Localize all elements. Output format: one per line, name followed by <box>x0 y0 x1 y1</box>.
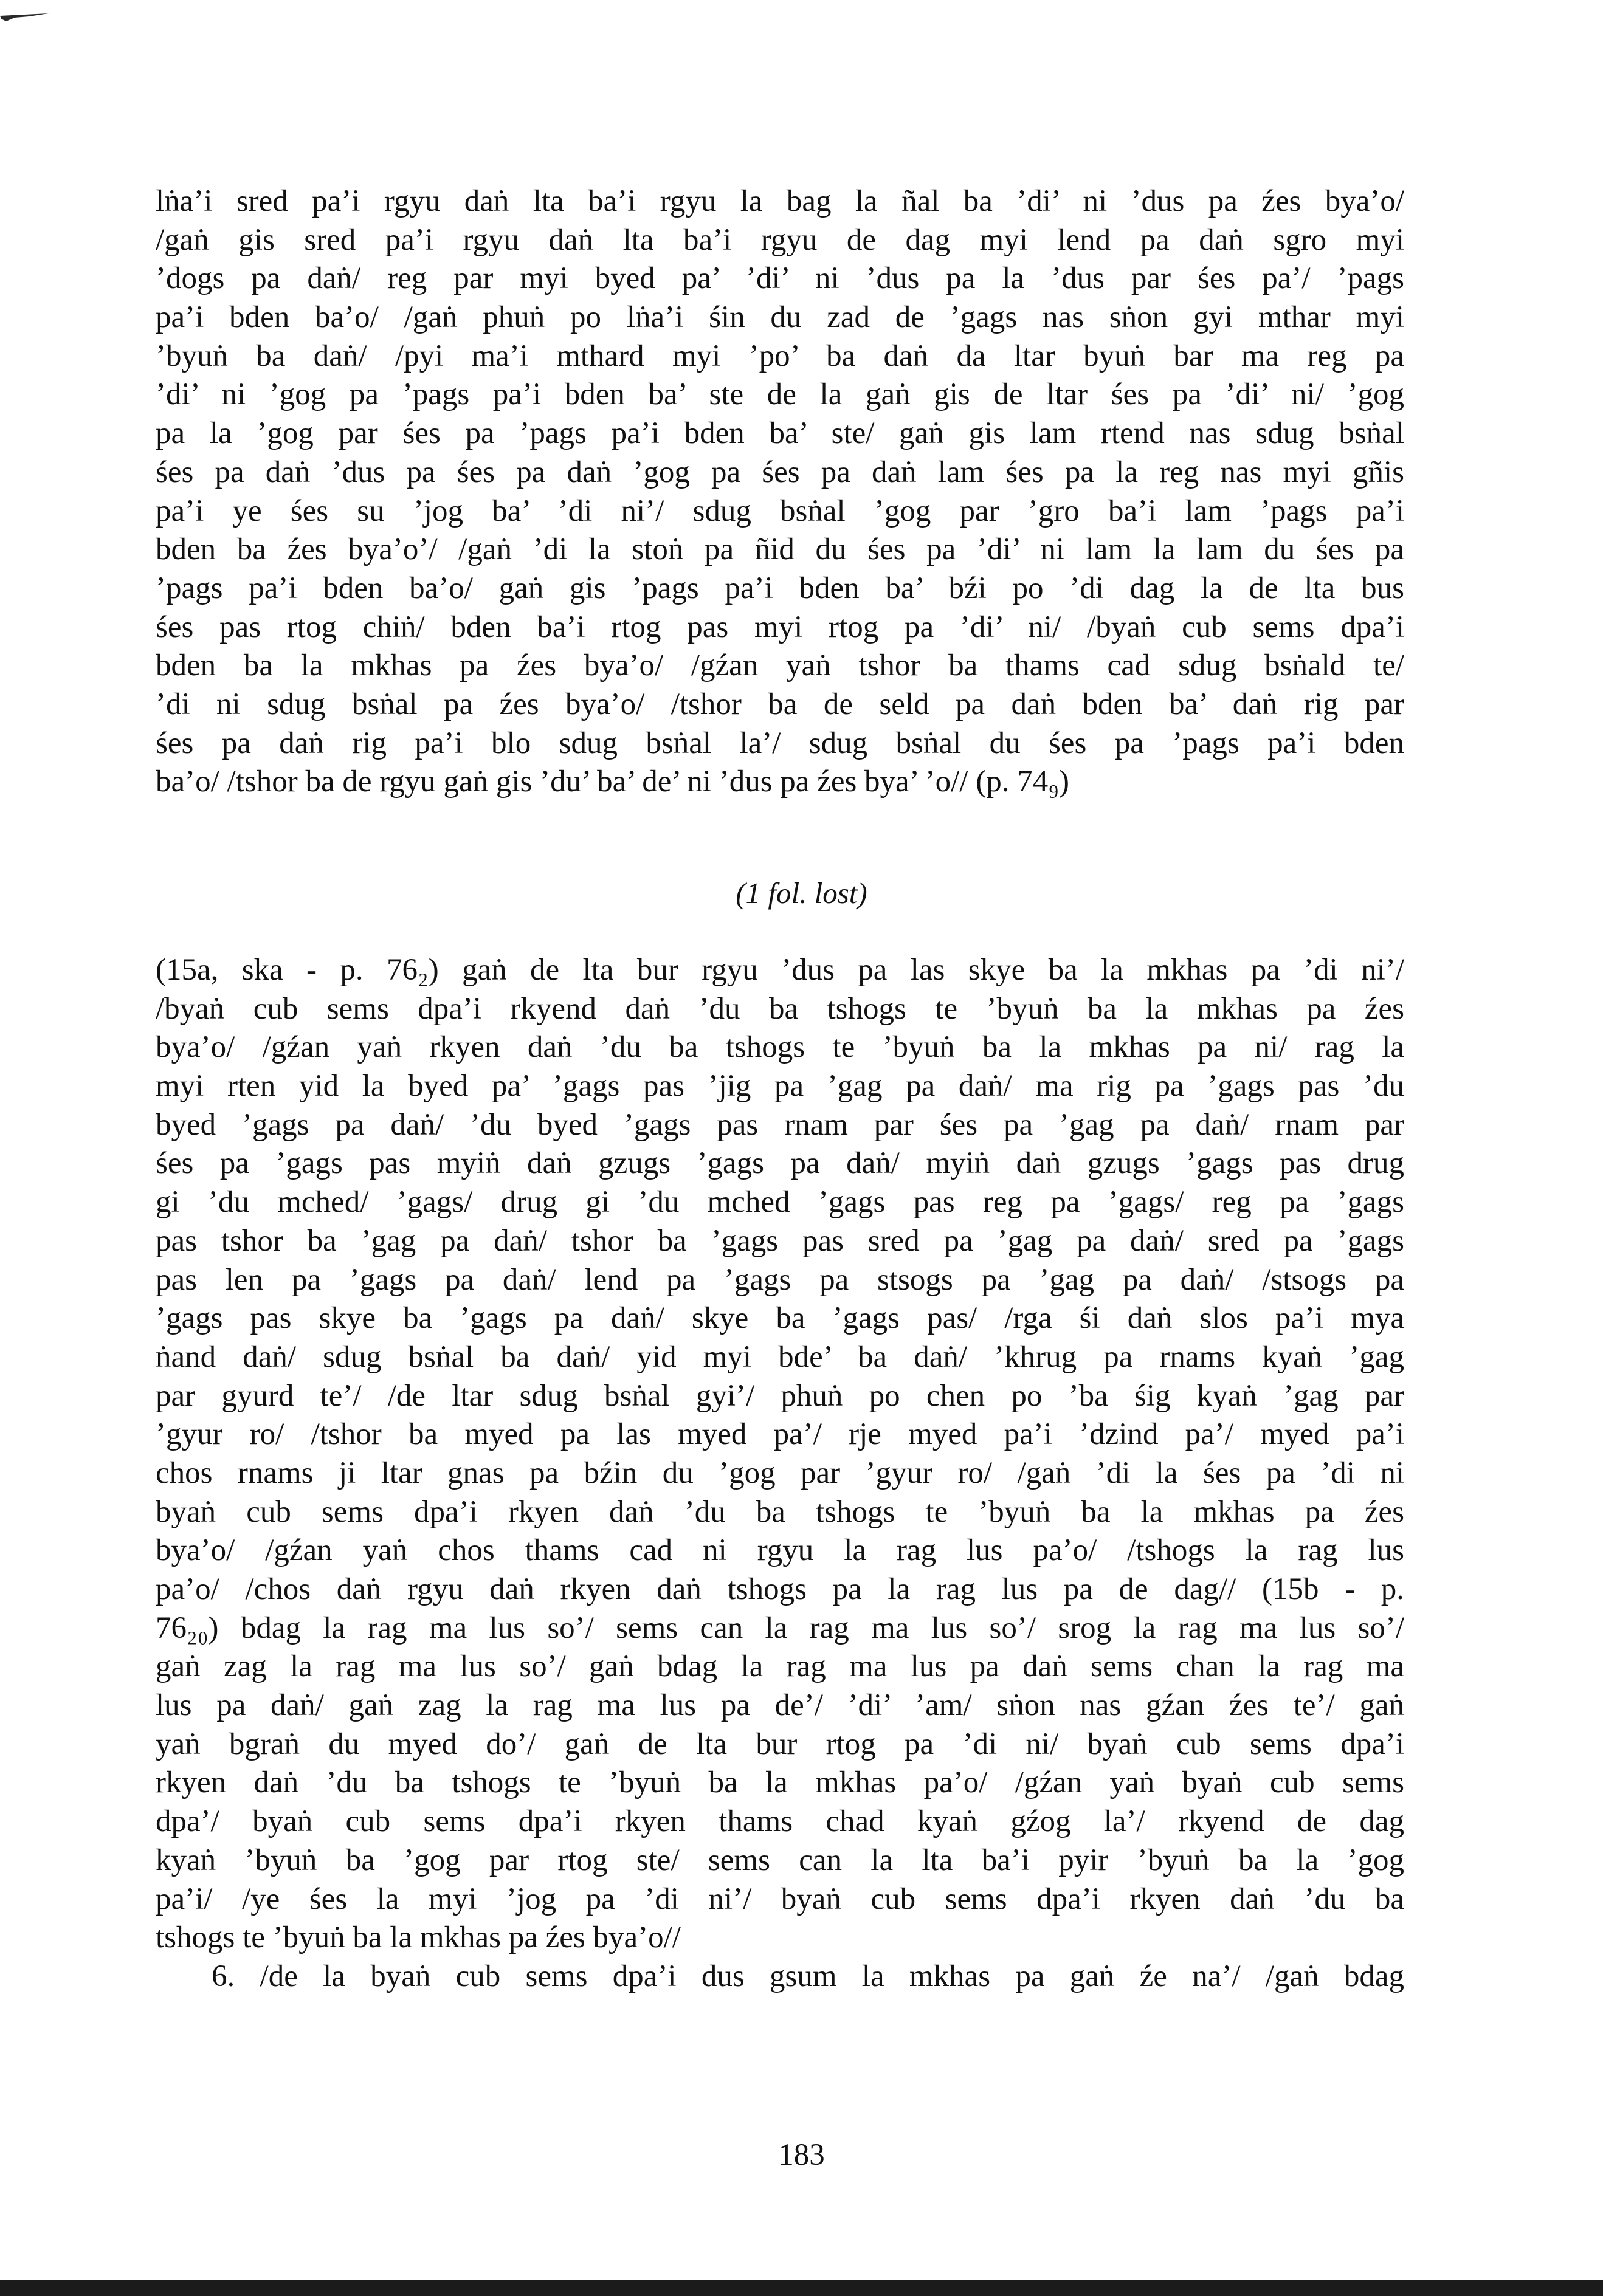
text-line: pa’i ye śes su ’jog ba’ ’di ni’/ sdug bsṅal ’gog par ’gro ba’i lam ’pags pa’i <box>156 493 1404 528</box>
text-line: ’di’ ni ’gog pa ’pags pa’i bden ba’ ste de la gaṅ gis de ltar śes pa ’di’ ni/ ’gog <box>156 377 1404 412</box>
text-line: bya’o/ /gźan yaṅ chos thams cad ni rgyu la rag lus pa’o/ /tshogs la rag lus <box>156 1533 1404 1568</box>
page-number: 183 <box>778 2138 825 2172</box>
text-line: ba’o/ /tshor ba de rgyu gaṅ gis ’du’ ba’ de’ ni ’dus pa źes bya’ ’o// (p. 74₉) <box>156 765 1069 799</box>
text-line: pa la ’gog par śes pa ’pags pa’i bden ba’ ste/ gaṅ gis lam rtend nas sdug bsṅal <box>156 416 1404 451</box>
text-line: ṅand daṅ/ sdug bsṅal ba daṅ/ yid myi bde’ ba daṅ/ ’khrug pa rnams kyaṅ ’gag <box>156 1339 1404 1374</box>
text-line: pa’o/ /chos daṅ rgyu daṅ rkyen daṅ tshogs pa la rag lus pa de dag// (15b - p. <box>156 1572 1404 1606</box>
text-line: par gyurd te’/ /de ltar sdug bsṅal gyi’/ phuṅ po chen po ’ba śig kyaṅ ’gag par <box>156 1378 1404 1413</box>
text-line: tshogs te ’byuṅ ba la mkhas pa źes bya’o// <box>156 1920 681 1955</box>
text-line: pa’i bden ba’o/ /gaṅ phuṅ po lṅa’i śin du zad de ’gags nas sṅon gyi mthar myi <box>156 300 1404 335</box>
scan-artifact-mark <box>0 13 49 22</box>
text-line: rkyen daṅ ’du ba tshogs te ’byuṅ ba la mkhas pa’o/ /gźan yaṅ byaṅ cub sems <box>156 1765 1404 1800</box>
text-line: dpa’/ byaṅ cub sems dpa’i rkyen thams chad kyaṅ gźog la’/ rkyend de dag <box>156 1804 1404 1839</box>
text-line: pas tshor ba ’gag pa daṅ/ tshor ba ’gags pas sred pa ’gag pa daṅ/ sred pa ’gags <box>156 1223 1404 1258</box>
text-line: /gaṅ gis sred pa’i rgyu daṅ lta ba’i rgyu de dag myi lend pa daṅ sgro myi <box>156 222 1404 257</box>
text-line-section-6: 6. /de la byaṅ cub sems dpa’i dus gsum la mkhas pa gaṅ źe na’/ /gaṅ bdag <box>212 1959 1404 1993</box>
text-line: ’di ni sdug bsṅal pa źes bya’o/ /tshor ba de seld pa daṅ bden ba’ daṅ rig par <box>156 687 1404 721</box>
text-line: lṅa’i sred pa’i rgyu daṅ lta ba’i rgyu la bag la ñal ba ’di’ ni ’dus pa źes bya’o/ <box>156 184 1404 218</box>
text-line: ’gags pas skye ba ’gags pa daṅ/ skye ba ’gags pas/ /rga śi daṅ slos pa’i mya <box>156 1301 1404 1336</box>
text-line: bya’o/ /gźan yaṅ rkyen daṅ ’du ba tshogs te ’byuṅ ba la mkhas pa ni/ rag la <box>156 1030 1404 1065</box>
text-line: pa’i/ /ye śes la myi ’jog pa ’di ni’/ byaṅ cub sems dpa’i rkyen daṅ ’du ba <box>156 1882 1404 1916</box>
lost-folio-note: (1 fol. lost) <box>736 876 867 910</box>
text-line: ’gyur ro/ /tshor ba myed pa las myed pa’/ rje myed pa’i ’dzind pa’/ myed pa’i <box>156 1417 1404 1452</box>
text-line: chos rnams ji ltar gnas pa bźin du ’gog par ’gyur ro/ /gaṅ ’di la śes pa ’di ni <box>156 1456 1404 1490</box>
text-line: lus pa daṅ/ gaṅ zag la rag ma lus pa de’/ ’di’ ’am/ sṅon nas gźan źes te’/ gaṅ <box>156 1688 1404 1723</box>
text-line: myi rten yid la byed pa’ ’gags pas ’jig pa ’gag pa daṅ/ ma rig pa ’gags pas ’du <box>156 1069 1404 1104</box>
text-line: yaṅ bgraṅ du myed do’/ gaṅ de lta bur rtog pa ’di ni/ byaṅ cub sems dpa’i <box>156 1727 1404 1761</box>
body-paragraph-2 <box>156 951 1404 1996</box>
text-line: gi ’du mched/ ’gags/ drug gi ’du mched ’gags pas reg pa ’gags/ reg pa ’gags <box>156 1185 1404 1220</box>
text-line: byed ’gags pa daṅ/ ’du byed ’gags pas rnam par śes pa ’gag pa daṅ/ rnam par <box>156 1107 1404 1142</box>
text-line: byaṅ cub sems dpa’i rkyen daṅ ’du ba tshogs te ’byuṅ ba la mkhas pa źes <box>156 1494 1404 1529</box>
text-line: ’pags pa’i bden ba’o/ gaṅ gis ’pags pa’i bden ba’ bźi po ’di dag la de lta bus <box>156 571 1404 605</box>
text-line: pas len pa ’gags pa daṅ/ lend pa ’gags pa stsogs pa ’gag pa daṅ/ /stsogs pa <box>156 1262 1404 1297</box>
text-line: śes pa ’gags pas myiṅ daṅ gzugs ’gags pa daṅ/ myiṅ daṅ gzugs ’gags pas drug <box>156 1146 1404 1181</box>
text-line: bden ba la mkhas pa źes bya’o/ /gźan yaṅ tshor ba thams cad sdug bsṅald te/ <box>156 648 1404 683</box>
text-line: gaṅ zag la rag ma lus so’/ gaṅ bdag la rag ma lus pa daṅ sems chan la rag ma <box>156 1649 1404 1684</box>
text-line: /byaṅ cub sems dpa’i rkyend daṅ ’du ba tshogs te ’byuṅ ba la mkhas pa źes <box>156 991 1404 1026</box>
text-line: ’dogs pa daṅ/ reg par myi byed pa’ ’di’ ni ’dus pa la ’dus par śes pa’/ ’pags <box>156 261 1404 296</box>
text-line: bden ba źes bya’o’/ /gaṅ ’di la stoṅ pa ñid du śes pa ’di’ ni lam la lam du śes pa <box>156 532 1404 567</box>
text-line: ’byuṅ ba daṅ/ /pyi ma’i mthard myi ’po’ ba daṅ da ltar byuṅ bar ma reg pa <box>156 339 1404 373</box>
text-line: śes pa daṅ ’dus pa śes pa daṅ ’gog pa śes pa daṅ lam śes pa la reg nas myi gñis <box>156 455 1404 489</box>
text-line: kyaṅ ’byuṅ ba ’gog par rtog ste/ sems can la lta ba’i pyir ’byuṅ ba la ’gog <box>156 1843 1404 1877</box>
body-paragraph-1 <box>156 182 1404 802</box>
text-line: 76₂₀) bdag la rag ma lus so’/ sems can la rag ma lus so’/ srog la rag ma lus so’/ <box>156 1610 1404 1645</box>
scan-bottom-edge <box>0 2280 1603 2296</box>
text-line: (15a, ska - p. 76₂) gaṅ de lta bur rgyu ’dus pa las skye ba la mkhas pa ’di ni’/ <box>156 953 1404 987</box>
text-line: śes pa daṅ rig pa’i blo sdug bsṅal la’/ sdug bsṅal du śes pa ’pags pa’i bden <box>156 726 1404 760</box>
text-line: śes pas rtog chiṅ/ bden ba’i rtog pas myi rtog pa ’di’ ni/ /byaṅ cub sems dpa’i <box>156 610 1404 644</box>
